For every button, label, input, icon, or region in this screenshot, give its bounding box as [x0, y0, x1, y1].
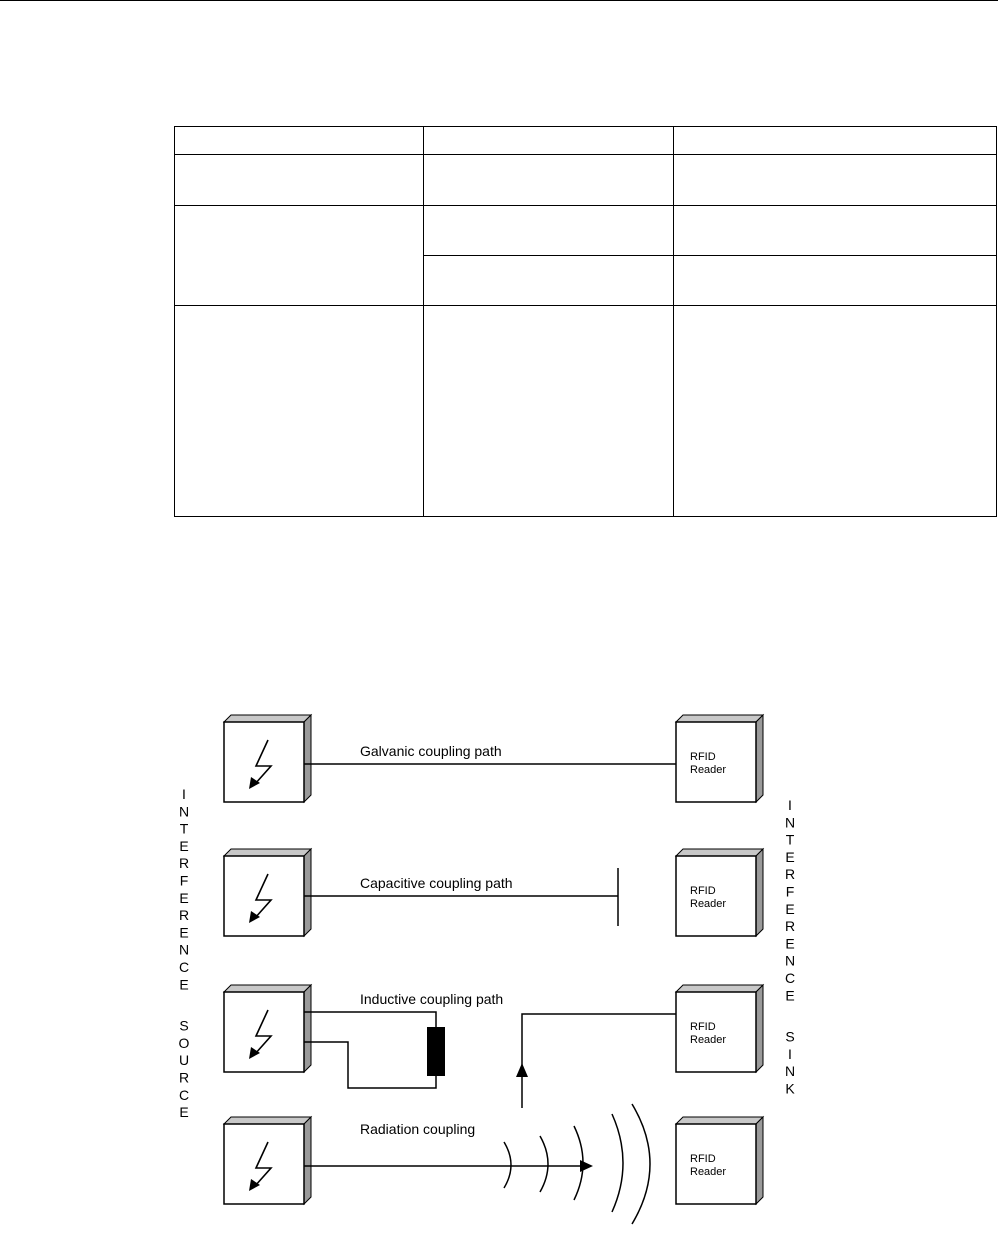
interference-sink-letter: R [784, 918, 796, 935]
interference-sink-label [785, 797, 795, 1097]
interference-sink-letter: N [784, 1063, 796, 1080]
rfid-reader-label: RFID Reader [690, 751, 727, 776]
interference-source-letter: E [179, 1104, 189, 1121]
interference-source-letter: F [179, 872, 189, 889]
interference-sink-letter: K [785, 1080, 795, 1097]
rfid-reader-box-capacitive [676, 849, 763, 936]
interference-source-label [179, 786, 190, 1120]
inductive-sink-wire [522, 1014, 676, 1108]
interference-source-letter: R [178, 907, 190, 924]
interference-source-letter: E [179, 837, 189, 854]
rfid-reader-label: RFID Reader [690, 1021, 727, 1046]
interference-source-letter: C [178, 959, 190, 975]
rfid-reader-label: RFID Reader [690, 1153, 727, 1178]
arrow-up-icon [516, 1063, 528, 1077]
interference-sink-letter: I [788, 1045, 792, 1062]
rfid-reader-box-radiation [676, 1117, 763, 1204]
interference-source-letter: R [178, 855, 190, 872]
interference-source-letter: I [182, 786, 186, 802]
inductive-loop-wire [304, 1012, 436, 1088]
interference-sink-letter: E [785, 935, 795, 952]
interference-source-letter: C [178, 1086, 190, 1103]
interference-sink-letter: E [785, 987, 795, 1004]
interference-source-letter: S [179, 1017, 189, 1034]
interference-source-letter: E [179, 889, 189, 906]
rfid-reader-box-inductive [676, 985, 763, 1072]
interference-source-letter: E [179, 976, 189, 993]
interference-sink-letter: S [785, 1028, 795, 1045]
interference-source-letter: N [178, 803, 190, 820]
interference-source-letter: U [178, 1052, 190, 1069]
interference-sink-letter: R [784, 866, 796, 883]
interference-sink-letter: N [784, 814, 796, 831]
interference-source-box-radiation [224, 1117, 311, 1204]
interference-source-box-inductive [224, 985, 311, 1072]
inductive-path-label: Inductive coupling path [360, 991, 504, 1007]
capacitive-path-label: Capacitive coupling path [360, 875, 513, 891]
interference-sink-letter: T [785, 831, 795, 848]
diagram-boxes [224, 715, 763, 1204]
rfid-reader-label: RFID Reader [690, 885, 727, 910]
interference-source-box-galvanic [224, 715, 311, 802]
interference-source-letter: O [178, 1034, 190, 1051]
interference-sink-letter: C [784, 970, 796, 986]
interference-sink-letter: N [784, 952, 796, 969]
interference-source-letter: T [179, 820, 189, 837]
interference-sink-letter: E [785, 900, 795, 917]
interference-source-letter: N [178, 941, 190, 958]
galvanic-path-label: Galvanic coupling path [360, 743, 502, 759]
interference-source-box-capacitive [224, 849, 311, 936]
inductor-icon [427, 1027, 445, 1076]
interference-sink-letter: F [785, 883, 795, 900]
rfid-reader-box-galvanic [676, 715, 763, 802]
interference-sink-letter: I [788, 797, 792, 813]
radiation-wave-icon [504, 1104, 650, 1224]
interference-source-letter: R [178, 1069, 190, 1086]
interference-sink-letter: E [785, 848, 795, 865]
interference-source-letter: E [179, 924, 189, 941]
radiation-path-label: Radiation coupling [360, 1121, 476, 1137]
